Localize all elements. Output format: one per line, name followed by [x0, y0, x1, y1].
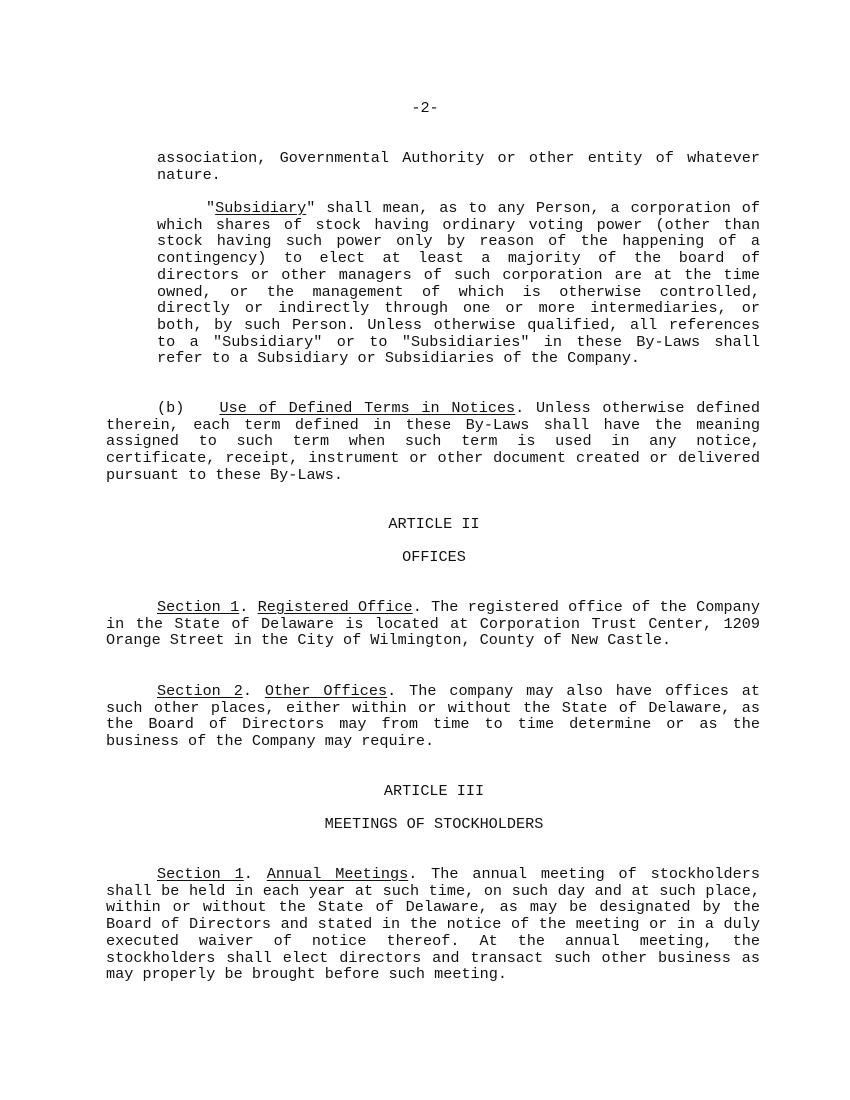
- article-ii-subtitle: OFFICES: [402, 548, 466, 566]
- article-iii-subtitle: MEETINGS OF STOCKHOLDERS: [324, 815, 544, 833]
- section-1-label: Section 1: [157, 865, 244, 883]
- heading-annual-meetings: Annual Meetings: [266, 865, 409, 883]
- page-number: -2-: [411, 99, 439, 117]
- article-ii-section-1: Section 1. Registered Office. The registered office of the Company in the State of Delaware is located at Corporation Trust Center, 1209 Orange Street in the City of Wilmington, County of New Castle.: [106, 598, 760, 650]
- article-ii-section-2: Section 2. Other Offices. The company may also have offices at such other places, either within or without the State of Delaware, as the Board of Directors may from time to time determine or as the business of the Company may require.: [106, 682, 761, 751]
- article-ii-title: ARTICLE II: [388, 515, 480, 533]
- article-iii-title: ARTICLE III: [383, 782, 485, 800]
- defined-term-subsidiary: Subsidiary: [215, 199, 307, 217]
- article-iii-section-1: Section 1. Annual Meetings. The annual meeting of stockholders shall be held in each year at such time, on such day and at such place, within or without the State of Delaware, as may be designated by the Board of Directors and stated in the notice of the meeting or in a duly executed waiver of notice thereof. At the annual meeting, the stockholders shall elect directors and transact such other business as may properly be brought before such meeting.: [106, 865, 760, 984]
- heading-other-offices: Other Offices: [264, 682, 388, 700]
- paragraph-b-defined-terms-in-notices: (b) Use of Defined Terms in Notices. Unless otherwise defined therein, each term defined in these By-Laws shall have the meaning assigned to such term when such term is used in any notice, certificate, receipt, instrument or other document created or delivered pursuant to these By-Laws.: [106, 399, 760, 484]
- paragraph-subsidiary-definition: "Subsidiary" shall mean, as to any Person, a corporation of which shares of stock having ordinary voting power (other than stock having such power only by reason of the happening of a contingency) to elect at least a majority of the board of directors or other managers of such corporation are at the time owned, or the management of which is otherwise controlled, directly or indirectly through one or more intermediaries, or both, by such Person. Unless otherwise qualified, all references to a "Subsidiary" or to "Subsidiaries" in these By-Laws shall refer to a Subsidiary or Subsidiaries of the Company.: [157, 199, 760, 368]
- section-2-label: Section 2: [157, 682, 243, 700]
- paragraph-entity-definition-tail: association, Governmental Authority or other entity of whatever nature.: [157, 149, 760, 184]
- heading-registered-office: Registered Office: [257, 598, 413, 616]
- section-1-label: Section 1: [157, 598, 240, 616]
- heading-use-of-defined-terms: Use of Defined Terms in Notices: [219, 399, 516, 417]
